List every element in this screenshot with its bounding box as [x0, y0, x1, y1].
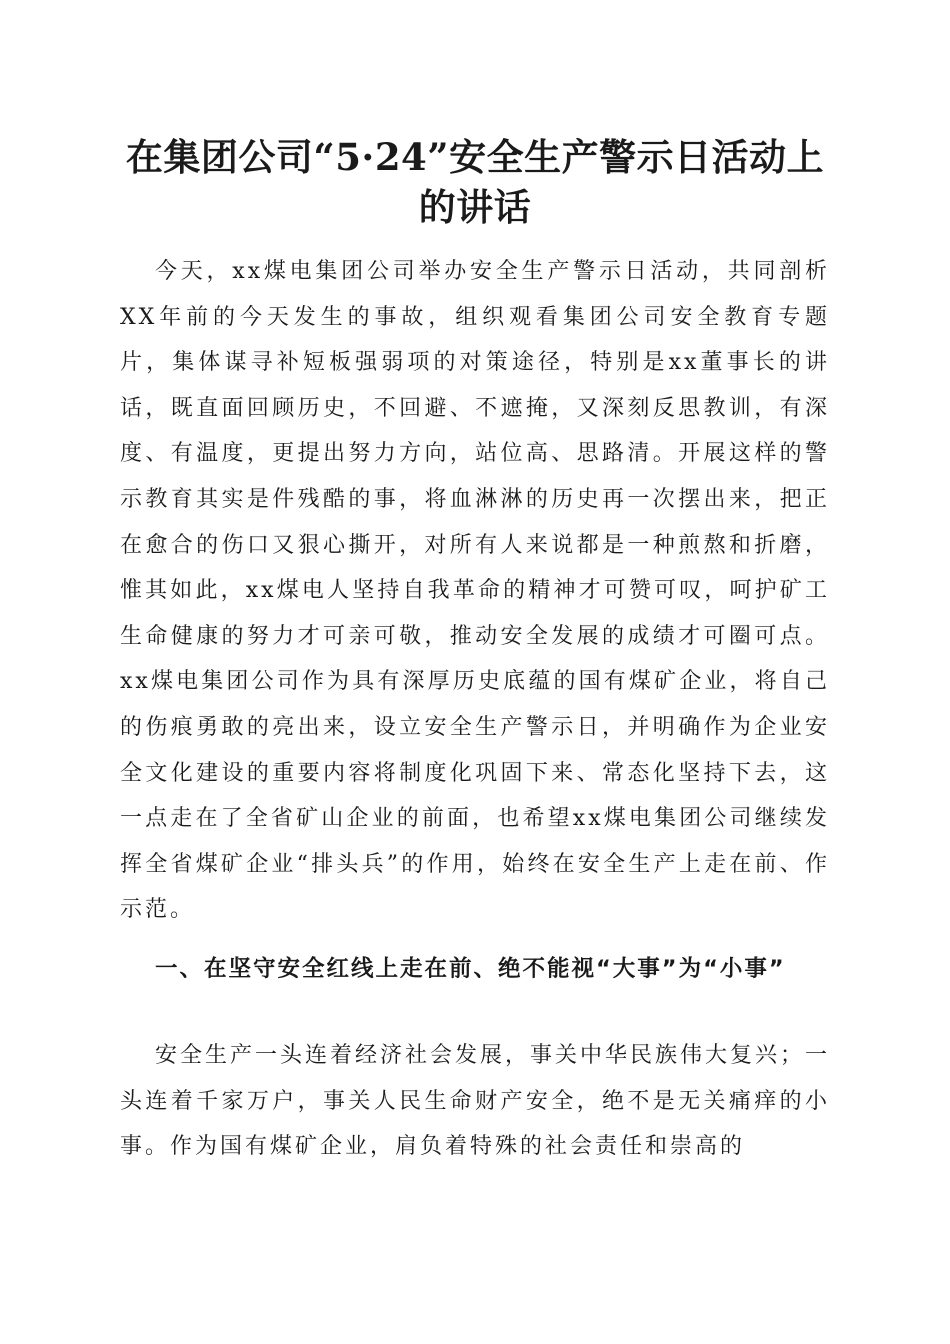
section-heading-1: 一、在坚守安全红线上走在前、绝不能视“大事”为“小事” [155, 956, 786, 982]
body-paragraph-section-1: 安全生产一头连着经济社会发展，事关中华民族伟大复兴；一头连着千家万户，事关人民生命财产安全，绝不是无关痛痒的小事。作为国有煤矿企业，肩负着特殊的社会责任和崇高的 [120, 1043, 831, 1160]
document-title: 在集团公司“5·24”安全生产警示日活动上的讲话 [125, 135, 825, 229]
body-paragraph-intro: 今天，xx煤电集团公司举办安全生产警示日活动，共同剖析XX年前的今天发生的事故，组织观看集团公司安全教育专题片，集体谋寻补短板强弱项的对策途径，特别是xx董事长的讲话，既直面回顾历史，不回避、不遮掩，又深刻反思教训，有深度、有温度，更提出努力方向，站位高、思路清。开展这样的警示教育其实是件残酷的事，将血淋淋的历史再一次摆出来，把正在愈合的伤口又狠心撕开，对所有人来说都是一种煎熬和折磨，惟其如此，xx煤电人坚持自我革命的精神才可赞可叹，呵护矿工生命健康的努力才可亲可敬，推动安全发展的成绩才可圈可点。xx煤电集团公司作为具有深厚历史底蕴的国有煤矿企业，将自己的伤痕勇敢的亮出来，设立安全生产警示日，并明确作为企业安全文化建设的重要内容将制度化巩固下来、常态化坚持下去，这一点走在了全省矿山企业的前面，也希望xx煤电集团公司继续发挥全省煤矿企业“排头兵”的作用，始终在安全生产上走在前、作示范。 [120, 259, 830, 923]
